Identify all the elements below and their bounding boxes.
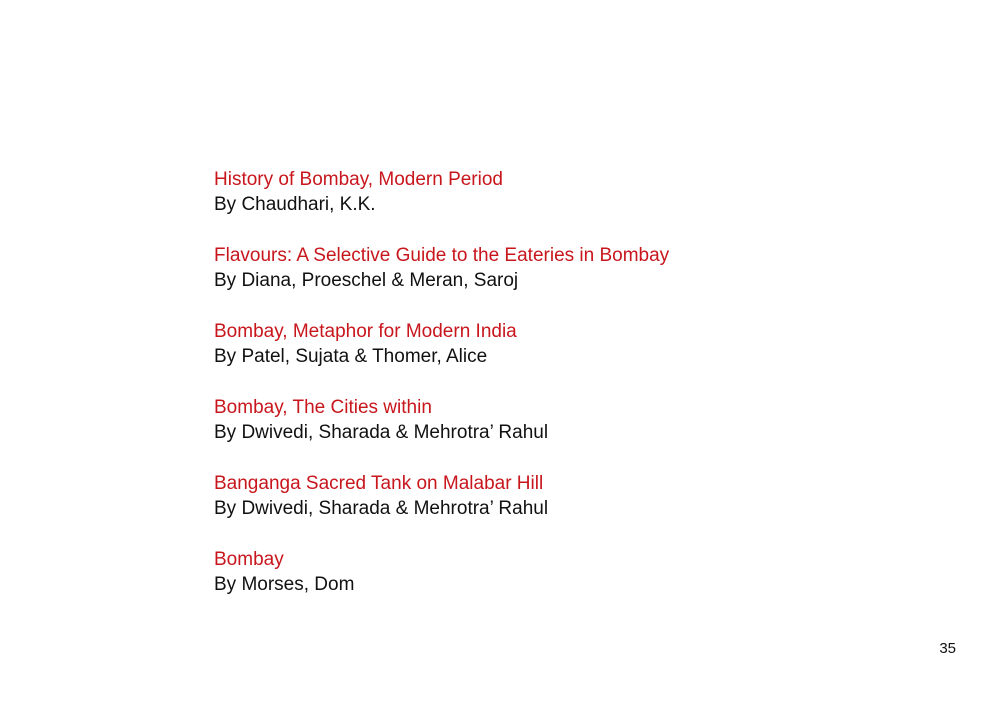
book-author: By Chaudhari, K.K.: [214, 194, 376, 215]
book-title: Flavours: A Selective Guide to the Eateries in Bombay: [214, 245, 670, 266]
bibliography-entry: [214, 395, 914, 445]
bibliography-entry: [214, 319, 914, 369]
bibliography-entry: [214, 547, 914, 597]
book-author: By Diana, Proeschel & Meran, Saroj: [214, 270, 519, 291]
book-author: By Morses, Dom: [214, 574, 355, 595]
book-title: Bombay: [214, 549, 284, 570]
bibliography-entry: [214, 243, 914, 293]
book-title: History of Bombay, Modern Period: [214, 169, 503, 190]
book-title: Bombay, The Cities within: [214, 397, 432, 418]
book-title: Banganga Sacred Tank on Malabar Hill: [214, 473, 544, 494]
bibliography-list: [214, 167, 914, 623]
book-author: By Dwivedi, Sharada & Mehrotra’ Rahul: [214, 422, 549, 443]
page-number: 35: [939, 640, 956, 657]
book-author: By Patel, Sujata & Thomer, Alice: [214, 346, 488, 367]
book-title: Bombay, Metaphor for Modern India: [214, 321, 517, 342]
book-author: By Dwivedi, Sharada & Mehrotra’ Rahul: [214, 498, 549, 519]
bibliography-entry: [214, 471, 914, 521]
bibliography-entry: [214, 167, 914, 217]
